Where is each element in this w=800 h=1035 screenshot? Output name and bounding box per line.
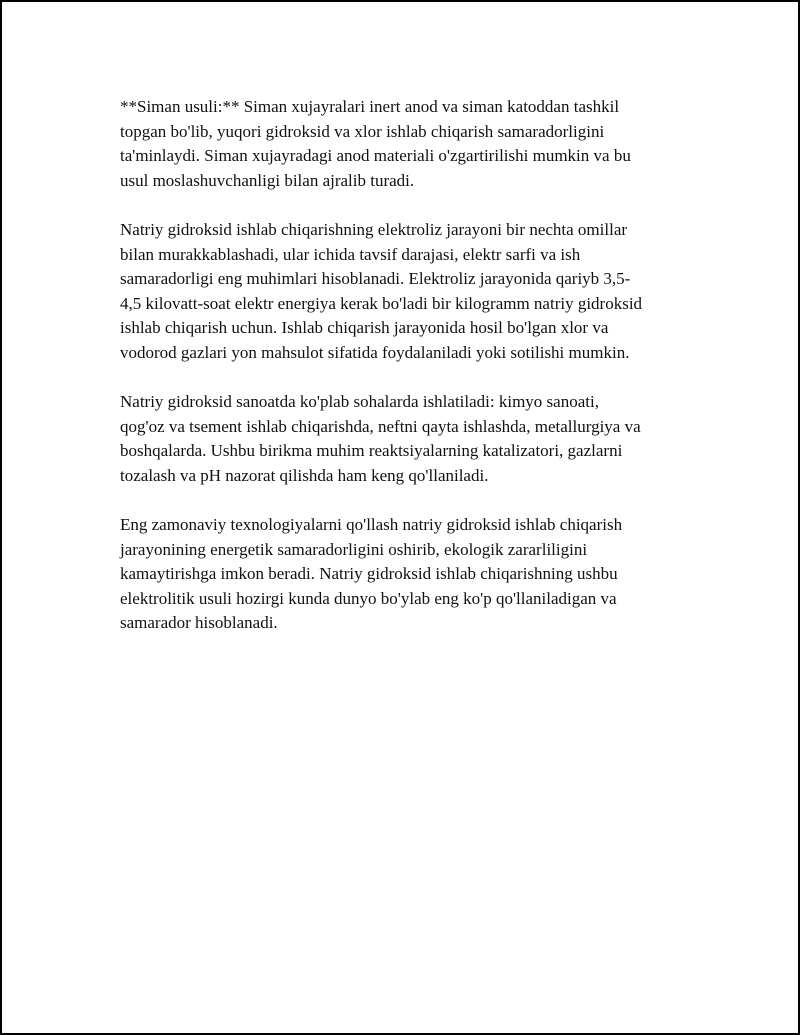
text-line: 4,5 kilovatt-soat elektr energiya kerak bo'ladi bir kilogramm natriy gidroksid <box>120 293 643 313</box>
text-line: jarayonining energetik samaradorligini oshirib, ekologik zararliligini <box>120 539 588 559</box>
text-line: topgan bo'lib, yuqori gidroksid va xlor ishlab chiqarish samaradorligini <box>120 121 605 141</box>
paragraph-industry-uses <box>120 390 692 488</box>
text-line: Natriy gidroksid sanoatda ko'plab sohalarda ishlatiladi: kimyo sanoati, <box>120 392 599 411</box>
text-line: kamaytirishga imkon beradi. Natriy gidroksid ishlab chiqarishning ushbu <box>120 564 618 583</box>
paragraph-modern-technologies <box>120 513 692 636</box>
text-line: Eng zamonaviy texnologiyalarni qo'llash natriy gidroksid ishlab chiqarish <box>120 515 623 534</box>
paragraph-siman-method <box>120 95 692 193</box>
text-line: vodorod gazlari yon mahsulot sifatida foydalaniladi yoki sotilishi mumkin. <box>120 342 630 362</box>
text-line: ta'minlaydi. Siman xujayradagi anod materiali o'zgartirilishi mumkin va bu <box>120 146 631 165</box>
text-line: elektrolitik usuli hozirgi kunda dunyo bo'ylab eng ko'p qo'llaniladigan va <box>120 588 617 608</box>
text-line: **Siman usuli:** Siman xujayralari inert anod va siman katoddan tashkil <box>120 97 620 116</box>
text-line: ishlab chiqarish uchun. Ishlab chiqarish jarayonida hosil bo'lgan xlor va <box>120 318 609 337</box>
text-line: samarador hisoblanadi. <box>120 613 278 632</box>
text-line: tozalash va pH nazorat qilishda ham keng qo'llaniladi. <box>120 465 489 485</box>
text-line: qog'oz va tsement ishlab chiqarishda, neftni qayta ishlashda, metallurgiya va <box>120 416 641 436</box>
text-line: boshqalarda. Ushbu birikma muhim reaktsiyalarning katalizatori, gazlarni <box>120 441 623 460</box>
text-line: bilan murakkablashadi, ular ichida tavsif darajasi, elektr sarfi va ish <box>120 244 581 264</box>
text-line: samaradorligi eng muhimlari hisoblanadi. Elektroliz jarayonida qariyb 3,5- <box>120 269 631 288</box>
text-line: Natriy gidroksid ishlab chiqarishning elektroliz jarayoni bir nechta omillar <box>120 220 628 239</box>
text-line: usul moslashuvchanligi bilan ajralib turadi. <box>120 170 415 190</box>
paragraph-electrolysis-factors <box>120 218 692 365</box>
document-body <box>120 95 692 661</box>
